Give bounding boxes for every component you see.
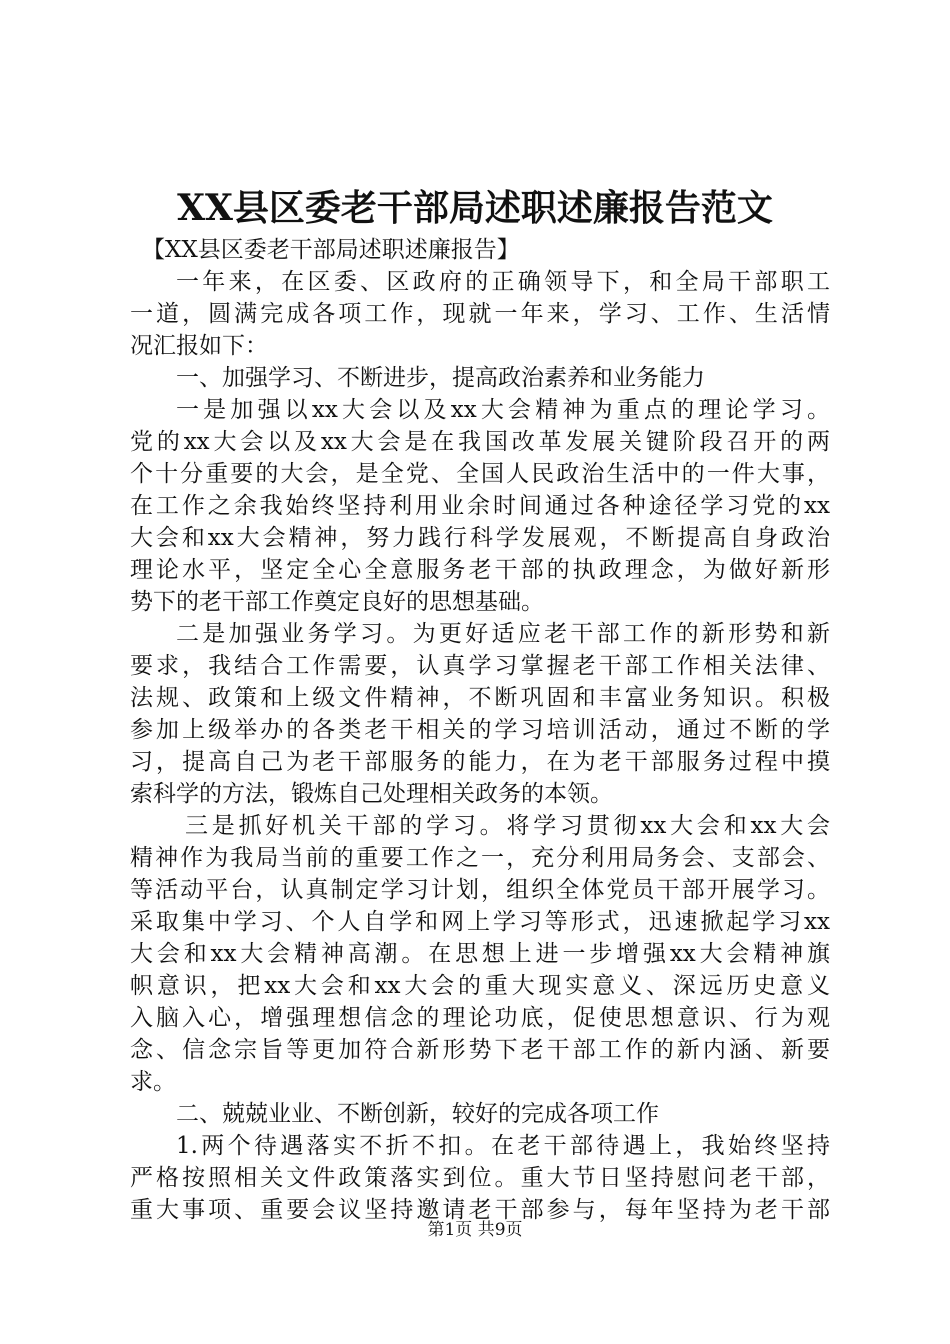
- body-line: 重大事项、重要会议坚持邀请老干部参与，每年坚持为老干部: [130, 1197, 830, 1223]
- body-line: 求。: [130, 1069, 176, 1095]
- body-line: 帜意识，把xx大会和xx大会的重大现实意义、深远历史意义: [130, 973, 830, 999]
- document-title: XX县区委老干部局述职述廉报告范文: [177, 187, 773, 229]
- body-line: 三是抓好机关干部的学习。将学习贯彻xx大会和xx大会: [185, 813, 830, 839]
- body-line: 习，提高自己为老干部服务的能力，在为老干部服务过程中摸: [130, 749, 830, 775]
- body-line: 个十分重要的大会，是全党、全国人民政治生活中的一件大事，: [130, 461, 830, 487]
- body-line: 一道，圆满完成各项工作，现就一年来，学习、工作、生活情: [130, 301, 830, 327]
- body-line: 1.两个待遇落实不折不扣。在老干部待遇上，我始终坚持: [176, 1133, 830, 1159]
- body-line: 等活动平台，认真制定学习计划，组织全体党员干部开展学习。: [130, 877, 830, 903]
- section-heading: 一、加强学习、不断进步，提高政治素养和业务能力: [176, 365, 705, 391]
- body-line: 在工作之余我始终坚持利用业余时间通过各种途径学习党的xx: [130, 493, 830, 519]
- body-line: 一年来，在区委、区政府的正确领导下，和全局干部职工: [176, 269, 830, 295]
- body-line: 党的xx大会以及xx大会是在我国改革发展关键阶段召开的两: [130, 429, 830, 455]
- body-line: 要求，我结合工作需要，认真学习掌握老干部工作相关法律、: [130, 653, 830, 679]
- body-line: 严格按照相关文件政策落实到位。重大节日坚持慰问老干部，: [130, 1165, 830, 1191]
- body-line: 念、信念宗旨等更加符合新形势下老干部工作的新内涵、新要: [130, 1037, 830, 1063]
- document-body: [130, 234, 830, 1226]
- body-line: 采取集中学习、个人自学和网上学习等形式，迅速掀起学习xx: [130, 909, 830, 935]
- body-line: 法规、政策和上级文件精神，不断巩固和丰富业务知识。积极: [130, 685, 830, 711]
- body-line: 理论水平，坚定全心全意服务老干部的执政理念，为做好新形: [130, 557, 830, 583]
- body-line: 二是加强业务学习。为更好适应老干部工作的新形势和新: [176, 621, 830, 647]
- body-line: 大会和xx大会精神，努力践行科学发展观，不断提高自身政治: [130, 525, 830, 551]
- body-line: 况汇报如下：: [130, 333, 268, 359]
- body-line: 精神作为我局当前的重要工作之一，充分利用局务会、支部会、: [130, 845, 830, 871]
- body-line: 参加上级举办的各类老干相关的学习培训活动，通过不断的学: [130, 717, 830, 743]
- body-line: 大会和xx大会精神高潮。在思想上进一步增强xx大会精神旗: [130, 941, 830, 967]
- body-line: 势下的老干部工作奠定良好的思想基础。: [130, 589, 544, 615]
- page-number-footer: 第1页 共9页: [427, 1220, 523, 1240]
- report-subtitle-line: 【XX县区委老干部局述职述廉报告】: [142, 237, 520, 263]
- body-line: 索科学的方法，锻炼自己处理相关政务的本领。: [130, 781, 613, 807]
- body-line: 入脑入心，增强理想信念的理论功底，促使思想意识、行为观: [130, 1005, 830, 1031]
- section-heading: 二、兢兢业业、不断创新，较好的完成各项工作: [176, 1101, 659, 1127]
- body-line: 一是加强以xx大会以及xx大会精神为重点的理论学习。: [176, 397, 830, 423]
